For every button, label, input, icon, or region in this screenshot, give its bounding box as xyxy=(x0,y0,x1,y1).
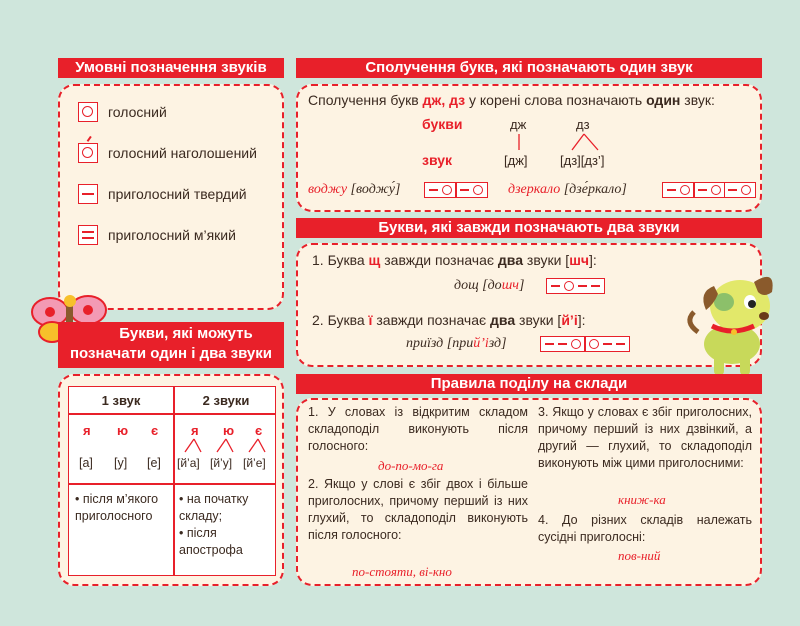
scheme-pryizd xyxy=(540,336,630,352)
col2-sound-ya: [й’а] xyxy=(177,456,200,470)
two-sounds-title: Букви, які завжди позначають два звуки xyxy=(296,218,762,238)
combo-title: Сполучення букв, які позначають один звук xyxy=(296,58,762,78)
legend-item-vowel: голосний xyxy=(108,104,167,120)
combo-arrows xyxy=(500,132,620,154)
col1-letter-yu: ю xyxy=(117,423,129,438)
scheme-doshch xyxy=(546,278,605,294)
hard-consonant-icon xyxy=(78,184,98,204)
col1-sound-u: [у] xyxy=(114,456,128,470)
dz-letters: дз xyxy=(576,117,590,132)
col1-sound-e: [е] xyxy=(147,456,161,470)
puppy-icon xyxy=(684,262,780,380)
dzh-sound: [дж] xyxy=(504,153,528,168)
letters-label: букви xyxy=(422,116,463,132)
legend-item-soft-consonant: приголосний м’який xyxy=(108,227,236,243)
vowel-icon xyxy=(78,102,98,122)
syllable-rule-1: 1. У словах із відкритим складом складоподіл виконують після голосного: xyxy=(308,405,528,453)
dz-sound: [дз][дз’] xyxy=(560,153,605,168)
split-arrows xyxy=(175,437,275,455)
col1-sound-a: [а] xyxy=(79,456,93,470)
col1-letter-ya: я xyxy=(83,423,91,438)
col2-note: • на початку складу; • після апострофа xyxy=(179,492,249,557)
syllable-rule-1-example: до-по-мо-га xyxy=(378,458,444,473)
combo-intro: Сполучення букв дж, дз у корені слова позначають один звук: xyxy=(308,92,715,108)
syllables-title: Правила поділу на склади xyxy=(296,374,762,394)
rule1-example: дощ [дошч] xyxy=(454,278,525,293)
rule2-example: приїзд [прий’ізд] xyxy=(406,336,507,351)
col2-letter-yu: ю xyxy=(223,423,235,438)
stressed-vowel-icon xyxy=(78,143,98,163)
combo-example1: воджу [воджу́] xyxy=(308,182,401,197)
rule2-text: 2. Буква ї завжди позначає два звуки [й’і]: xyxy=(312,312,586,328)
one-or-two-title-line1: Букви, які можуть xyxy=(119,325,253,342)
syllable-rule-2-example: по-стояти, ві-кно xyxy=(352,564,452,579)
sound-label: звук xyxy=(422,152,453,168)
legend-title: Умовні позначення звуків xyxy=(58,58,284,78)
col2-letter-ye: є xyxy=(255,423,263,438)
col1-header: 1 звук xyxy=(101,393,141,408)
syllable-rule-4-example: пов-ний xyxy=(618,548,661,563)
scheme-vodzhu xyxy=(424,182,488,198)
col2-header: 2 звуки xyxy=(202,393,250,408)
scheme-dzerkalo xyxy=(662,182,756,198)
combo-example2: дзеркало [дзе́ркало] xyxy=(508,182,627,197)
one-or-two-table xyxy=(68,386,276,576)
syllable-rule-3-example: книж-ка xyxy=(618,492,666,507)
syllable-rule-2: 2. Якщо у слові є збіг двох і більше приголосних, причому перший із них глухий, то складоподіл виконують після голосного: xyxy=(308,477,528,542)
col2-letter-ya: я xyxy=(191,423,199,438)
soft-consonant-icon xyxy=(78,225,98,245)
col1-letter-ye: є xyxy=(151,423,159,438)
rule1-text: 1. Буква щ завжди позначає два звуки [шч]: xyxy=(312,252,597,268)
syllable-rule-3: 3. Якщо у словах є збіг приголосних, причому перший із них дзвінкий, а другий — глухий, то складоподіл виконують між цими приголосними: xyxy=(538,405,752,470)
one-or-two-title xyxy=(58,322,284,368)
col2-sound-yu: [й’у] xyxy=(210,456,233,470)
syllable-rule-4: 4. До різних складів належать сусідні приголосні: xyxy=(538,513,752,544)
legend-item-stressed-vowel: голосний наголошений xyxy=(108,145,257,161)
legend-item-hard-consonant: приголосний твердий xyxy=(108,186,247,202)
one-or-two-title-line2: позначати один і два звуки xyxy=(70,345,272,362)
col1-note: • після м’якого приголосного xyxy=(75,492,159,523)
dzh-letters: дж xyxy=(510,117,527,132)
col2-sound-ye: [й’е] xyxy=(243,456,266,470)
